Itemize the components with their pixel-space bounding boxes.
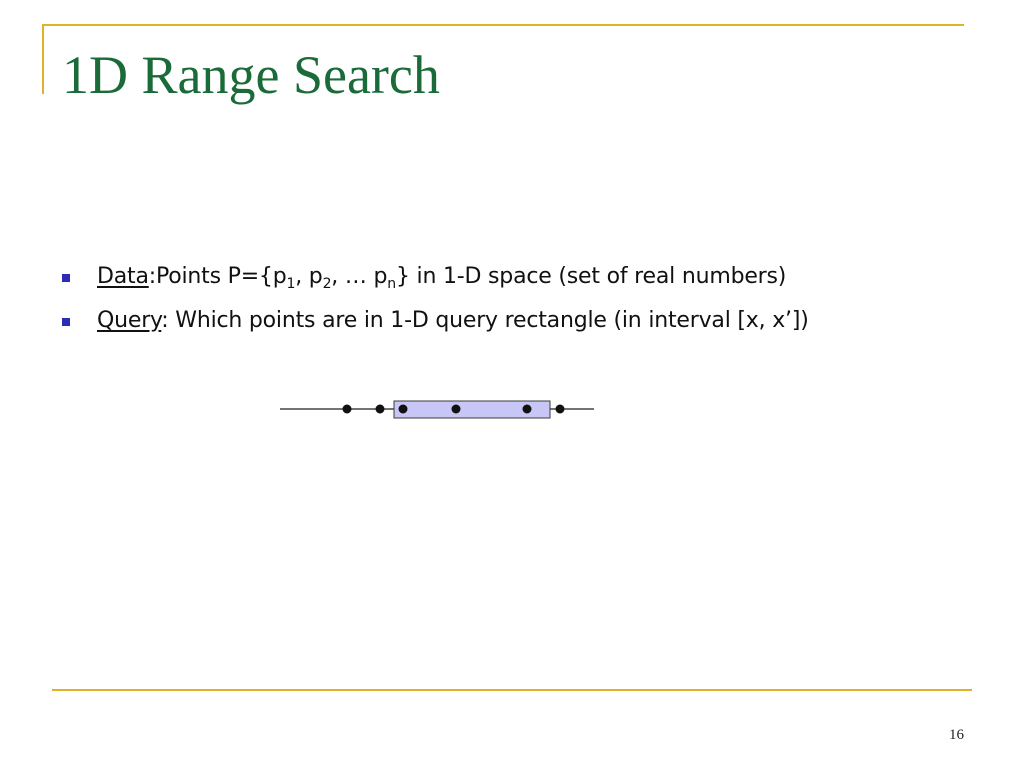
- subscript-2: 2: [322, 275, 332, 292]
- data-point-1: [343, 405, 352, 414]
- data-point-5: [523, 405, 532, 414]
- subscript-1: 1: [286, 275, 296, 292]
- data-text-part: , … p: [331, 263, 388, 289]
- bullet-square-icon: [62, 318, 70, 326]
- data-text-part: :Points P={p: [148, 263, 287, 289]
- bullet-data-text: [97, 263, 787, 292]
- subscript-n: n: [387, 275, 396, 292]
- bottom-rule: [52, 689, 972, 691]
- query-text-part: : Which points are in 1-D query rectangle (in interval [x, x’]): [161, 307, 809, 333]
- bullet-query-text: [97, 308, 809, 333]
- range-diagram: [270, 390, 610, 430]
- data-point-3: [399, 405, 408, 414]
- top-rule: [42, 24, 964, 26]
- query-term: Query: [97, 307, 162, 333]
- data-point-6: [556, 405, 565, 414]
- bullet-list: [62, 254, 809, 342]
- data-term: Data: [97, 263, 149, 289]
- bullet-square-icon: [62, 274, 70, 282]
- data-text-part: } in 1-D space (set of real numbers): [395, 263, 787, 289]
- left-rule: [42, 24, 44, 94]
- page-number: 16: [949, 727, 964, 743]
- data-point-2: [376, 405, 385, 414]
- bullet-data: [62, 254, 809, 298]
- slide-title: 1D Range Search: [62, 45, 440, 105]
- data-point-4: [452, 405, 461, 414]
- data-text-part: , p: [295, 263, 323, 289]
- bullet-query: [62, 298, 809, 342]
